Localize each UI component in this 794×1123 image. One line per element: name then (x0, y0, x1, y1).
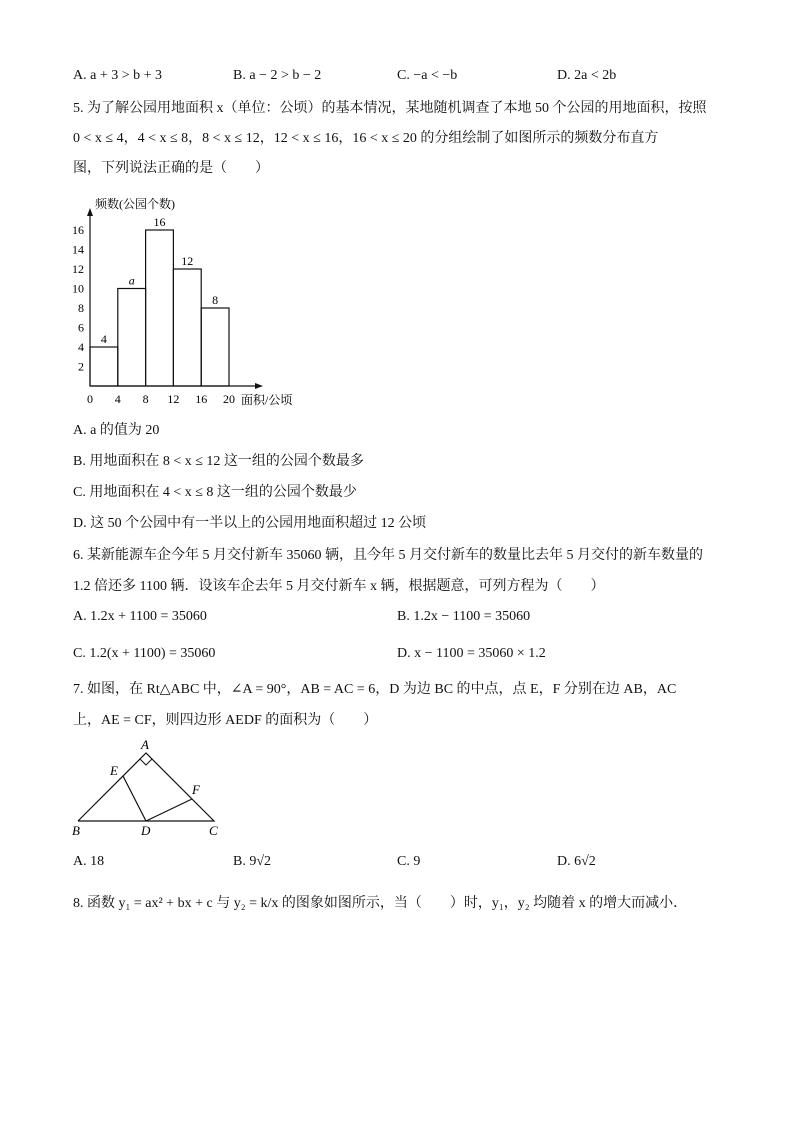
triangle-figure (68, 736, 228, 838)
q5-stem-line1: 5. 为了解公园用地面积 x（单位：公顷）的基本情况，某地随机调查了本地 50 个公园的用地面积，按照 (73, 101, 707, 116)
x-tick-label: 8 (142, 392, 149, 406)
q7-stem-line1: 7. 如图，在 Rt△ABC 中，∠A = 90°，AB = AC = 6，D 为边 BC 的中点，点 E，F 分别在边 AB，AC (73, 682, 677, 697)
x-tick-label: 20 (223, 392, 235, 406)
q5-option-b[interactable]: B. 用地面积在 8 < x ≤ 12 这一组的公园个数最多 (73, 454, 364, 469)
label-b: B (72, 823, 80, 838)
q6-option-c[interactable]: C. 1.2(x + 1100) = 35060 (73, 646, 216, 661)
bar-data-label: 4 (100, 332, 107, 346)
label-a: A (141, 737, 149, 752)
label-e: E (110, 763, 118, 778)
q5-stem-line3: 图，下列说法正确的是（ ） (73, 161, 269, 176)
q5-option-a[interactable]: A. a 的值为 20 (73, 423, 160, 438)
x-axis-arrow (255, 383, 263, 389)
label-d: D (141, 823, 151, 838)
frequency-histogram (70, 186, 310, 414)
q5-option-d[interactable]: D. 这 50 个公园中有一半以上的公园用地面积超过 12 公顷 (73, 516, 427, 531)
histogram-bar (201, 308, 229, 386)
q4-option-b[interactable]: B. a − 2 > b − 2 (233, 68, 322, 83)
q6-stem-line2: 1.2 倍还多 1100 辆．设该车企去年 5 月交付新车 x 辆，根据题意，可列方程为（ ） (73, 579, 605, 594)
x-tick-label: 12 (167, 392, 180, 406)
segment-ed (123, 776, 146, 821)
x-tick-label: 0 (87, 392, 93, 406)
q4-option-d[interactable]: D. 2a < 2b (557, 68, 617, 83)
y-tick-label: 6 (78, 320, 84, 335)
q6-option-a[interactable]: A. 1.2x + 1100 = 35060 (73, 609, 207, 624)
q7-stem-line2: 上，AE = CF，则四边形 AEDF 的面积为（ ） (73, 713, 378, 728)
y-tick-label: 14 (72, 242, 84, 257)
histogram-bar (90, 347, 118, 386)
y-tick-label: 4 (78, 340, 84, 354)
q6-option-b[interactable]: B. 1.2x − 1100 = 35060 (397, 609, 531, 624)
y-axis-arrow (87, 208, 93, 216)
q6-option-d[interactable]: D. x − 1100 = 35060 × 1.2 (397, 646, 546, 661)
q5-stem-line2: 0 < x ≤ 4，4 < x ≤ 8，8 < x ≤ 12，12 < x ≤ 16，16 < x ≤ 20 的分组绘制了如图所示的频数分布直方 (73, 131, 659, 146)
bar-data-label: 8 (212, 293, 219, 307)
x-tick-label: 4 (114, 392, 121, 406)
q7-option-c[interactable]: C. 9 (397, 854, 421, 869)
label-c: C (209, 823, 218, 838)
q6-stem-line1: 6. 某新能源车企今年 5 月交付新车 35060 辆，且今年 5 月交付新车的数量比去年 5 月交付的新车数量的 (73, 548, 703, 563)
x-tick-label: 16 (195, 392, 208, 406)
x-axis-label: 面积/公顷 (241, 393, 293, 407)
q7-option-a[interactable]: A. 18 (73, 854, 105, 869)
q7-option-d[interactable]: D. 6√2 (557, 854, 596, 869)
y-tick-label: 16 (72, 223, 84, 237)
bar-data-label: 12 (181, 254, 194, 268)
histogram-bar (146, 230, 174, 386)
q5-option-c[interactable]: C. 用地面积在 4 < x ≤ 8 这一组的公园个数最少 (73, 485, 357, 500)
segment-df (146, 799, 192, 821)
right-angle-mark (140, 759, 152, 765)
label-f: F (192, 782, 200, 797)
histogram-bar (173, 269, 201, 386)
y-tick-label: 12 (72, 262, 84, 276)
y-tick-label: 8 (78, 301, 84, 315)
y-tick-label: 10 (72, 281, 84, 296)
q4-option-a[interactable]: A. a + 3 > b + 3 (73, 68, 163, 83)
q4-option-c[interactable]: C. −a < −b (397, 68, 458, 83)
y-axis-label: 频数(公园个数) (95, 197, 175, 211)
q8-stem-line1: 8. 函数 y₁ = ax² + bx + c 与 y₂ = k/x 的图象如图所示，当（ ）时，y₁，y₂ 均随着 x 的增大而减小． (73, 896, 688, 911)
histogram-bar (118, 289, 146, 387)
bar-data-label: a (128, 273, 135, 288)
bar-data-label: 16 (153, 215, 166, 229)
y-tick-label: 2 (78, 359, 84, 374)
q7-option-b[interactable]: B. 9√2 (233, 854, 272, 869)
